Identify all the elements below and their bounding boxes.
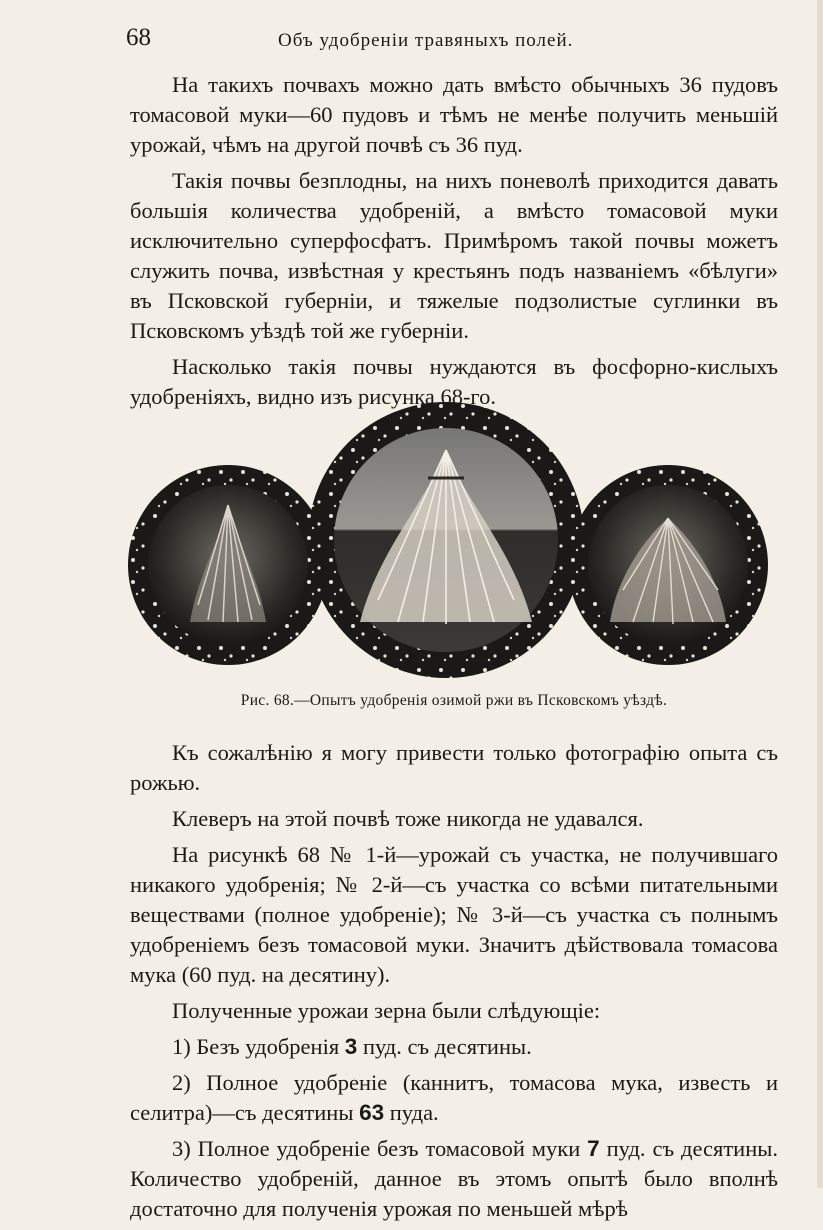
text-block-top — [130, 70, 778, 418]
yield-text: 3) Полное удобреніе безъ томасовой муки — [172, 1136, 588, 1161]
rye-sheaves-illustration — [128, 400, 770, 680]
running-title: Объ удобреніи травяныхъ полей. — [278, 30, 574, 51]
sheaf-circle-3 — [568, 465, 768, 665]
yield-text: пуд. съ десятины. Количество удобреній, данное въ этомъ опытѣ было вполнѣ достаточно для полученія урожая по меньшей мѣрѣ — [130, 1136, 778, 1221]
paragraph: Полученные урожаи зерна были слѣдующіе: — [172, 998, 601, 1023]
paragraph: Къ сожалѣнію я могу привести только фотографію опыта съ рожью. — [130, 740, 778, 795]
yield-text: 1) Безъ удобренія — [172, 1034, 345, 1059]
yield-line-3 — [130, 1134, 778, 1224]
paragraph: Клеверъ на этой почвѣ тоже никогда не удавался. — [172, 806, 644, 831]
sheaf-circle-2 — [308, 402, 584, 678]
figure-68-photo — [128, 400, 770, 680]
yield-text: 2) Полное удобреніе (каннитъ, томасова мука, известь и селитра)—съ десятины — [130, 1070, 778, 1125]
yield-value: 3 — [344, 1034, 358, 1059]
yield-line-2 — [130, 1068, 778, 1128]
page-edge — [817, 0, 823, 1188]
sheaf-circle-1 — [128, 465, 328, 665]
paragraph: На рисункѣ 68 № 1-й—урожай съ участка, не получившаго никакого удобренія; № 2-й—съ участка со всѣми питательными веществами (полное удобреніе); № 3-й—съ участка съ полнымъ удобреніемъ безъ томасовой муки. Значитъ дѣйствовала томасова мука (60 пуд. на десятину). — [130, 842, 778, 987]
page-header — [126, 24, 780, 60]
yield-text: пуд. съ десятины. — [357, 1034, 532, 1059]
figure-caption: Рис. 68.—Опытъ удобренія озимой ржи въ Псковскомъ уѣздѣ. — [240, 692, 668, 709]
paragraph: На такихъ почвахъ можно дать вмѣсто обычныхъ 36 пудовъ томасовой муки—60 пудовъ и тѣмъ не менѣе получить меньшій урожай, чѣмъ на другой почвѣ съ 36 пуд. — [130, 72, 778, 157]
yield-text: пуда. — [384, 1100, 439, 1125]
text-block-bottom — [130, 738, 778, 1230]
yield-value: 7 — [587, 1136, 600, 1161]
page-number: 68 — [126, 24, 151, 51]
yield-value: 63 — [359, 1100, 385, 1125]
paragraph: Такія почвы безплодны, на нихъ поневолѣ приходится давать большія количества удобреній, а вмѣсто томасовой муки исключительно суперфосфатъ. Примѣромъ такой почвы можетъ служить почва, извѣстная у крестьянъ подъ названіемъ «бѣлуги» въ Псковской губерніи, и тяжелые подзолистые суглинки въ Псковскомъ уѣздѣ той же губерніи. — [130, 168, 778, 343]
paragraph: Насколько такія почвы нуждаются въ фосфорно-кислыхъ удобреніяхъ, видно изъ рисунка 68-го. — [130, 354, 778, 409]
yield-line-1 — [130, 1032, 778, 1062]
